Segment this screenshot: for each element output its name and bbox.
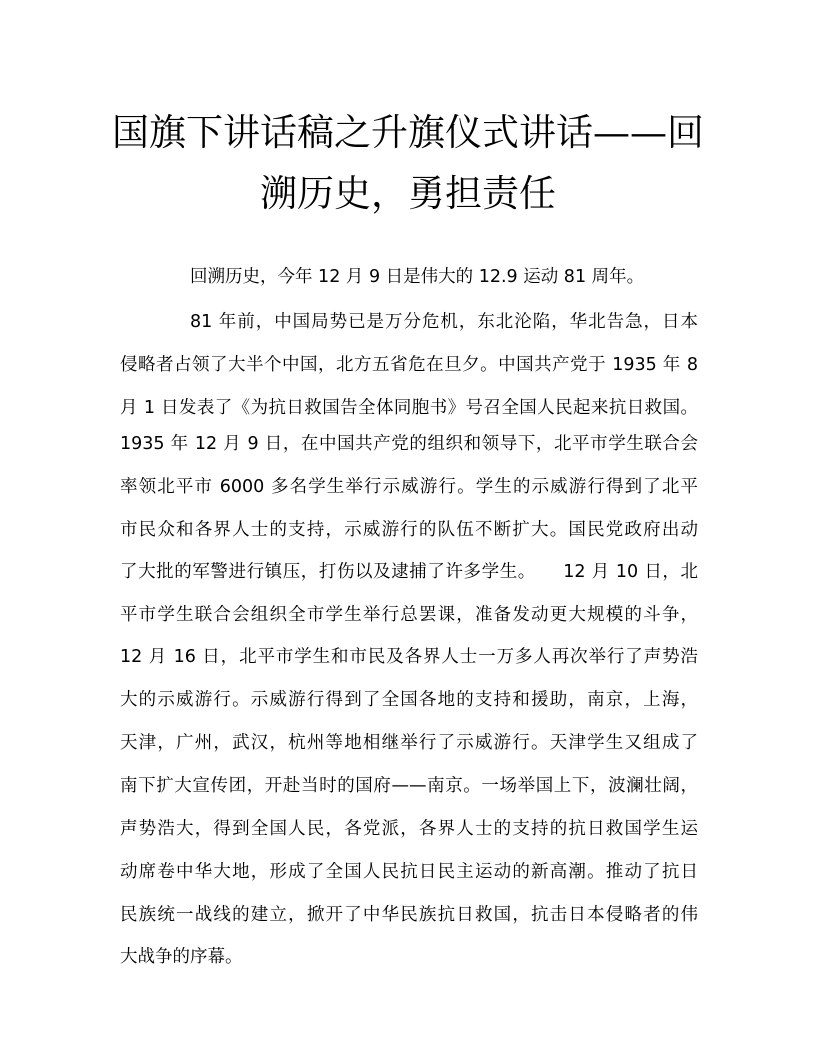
body-line: 天津，广州，武汉，杭州等地相继举行了示威游行。天津学生又组成了 — [120, 733, 698, 753]
title-line-2: 溯历史，勇担责任 — [260, 172, 556, 215]
body-line: 平市学生联合会组织全市学生举行总罢课，准备发动更大规模的斗争， — [120, 605, 698, 625]
body-line: 了大批的军警进行镇压，打伤以及逮捕了许多学生。 12 月 10 日，北 — [120, 562, 698, 582]
intro-line: 回溯历史，今年 12 月 9 日是伟大的 12.9 运动 81 周年。 — [190, 267, 645, 287]
body-line: 动席卷中华大地，形成了全国人民抗日民主运动的新高潮。推动了抗日 — [120, 862, 698, 882]
body-line: 月 1 日发表了《为抗日救国告全体同胞书》号召全国人民起来抗日救国。 — [120, 398, 698, 418]
body-line: 12 月 16 日，北平市学生和市民及各界人士一万多人再次举行了声势浩 — [120, 647, 698, 667]
body-line: 声势浩大，得到全国人民，各党派，各界人士的支持的抗日救国学生运 — [120, 819, 698, 839]
body-line: 南下扩大宣传团，开赴当时的国府——南京。一场举国上下，波澜壮阔， — [120, 776, 698, 796]
body-line: 市民众和各界人士的支持，示威游行的队伍不断扩大。国民党政府出动 — [120, 520, 698, 540]
body-line: 1935 年 12 月 9 日，在中国共产党的组织和领导下，北平市学生联合会 — [120, 434, 698, 454]
body-line: 81 年前，中国局势已是万分危机，东北沦陷，华北告急，日本 — [190, 312, 698, 332]
body-line: 大的示威游行。示威游行得到了全国各地的支持和援助，南京，上海， — [120, 690, 698, 710]
body-line: 侵略者占领了大半个中国，北方五省危在旦夕。中国共产党于 1935 年 8 — [120, 355, 698, 375]
body-line: 大战争的序幕。 — [120, 947, 243, 967]
body-line: 民族统一战线的建立，掀开了中华民族抗日救国，抗击日本侵略者的伟 — [120, 905, 698, 925]
body-line: 率领北平市 6000 多名学生举行示威游行。学生的示威游行得到了北平 — [120, 477, 698, 497]
title-line-1: 国旗下讲话稿之升旗仪式讲话——回 — [112, 111, 704, 154]
